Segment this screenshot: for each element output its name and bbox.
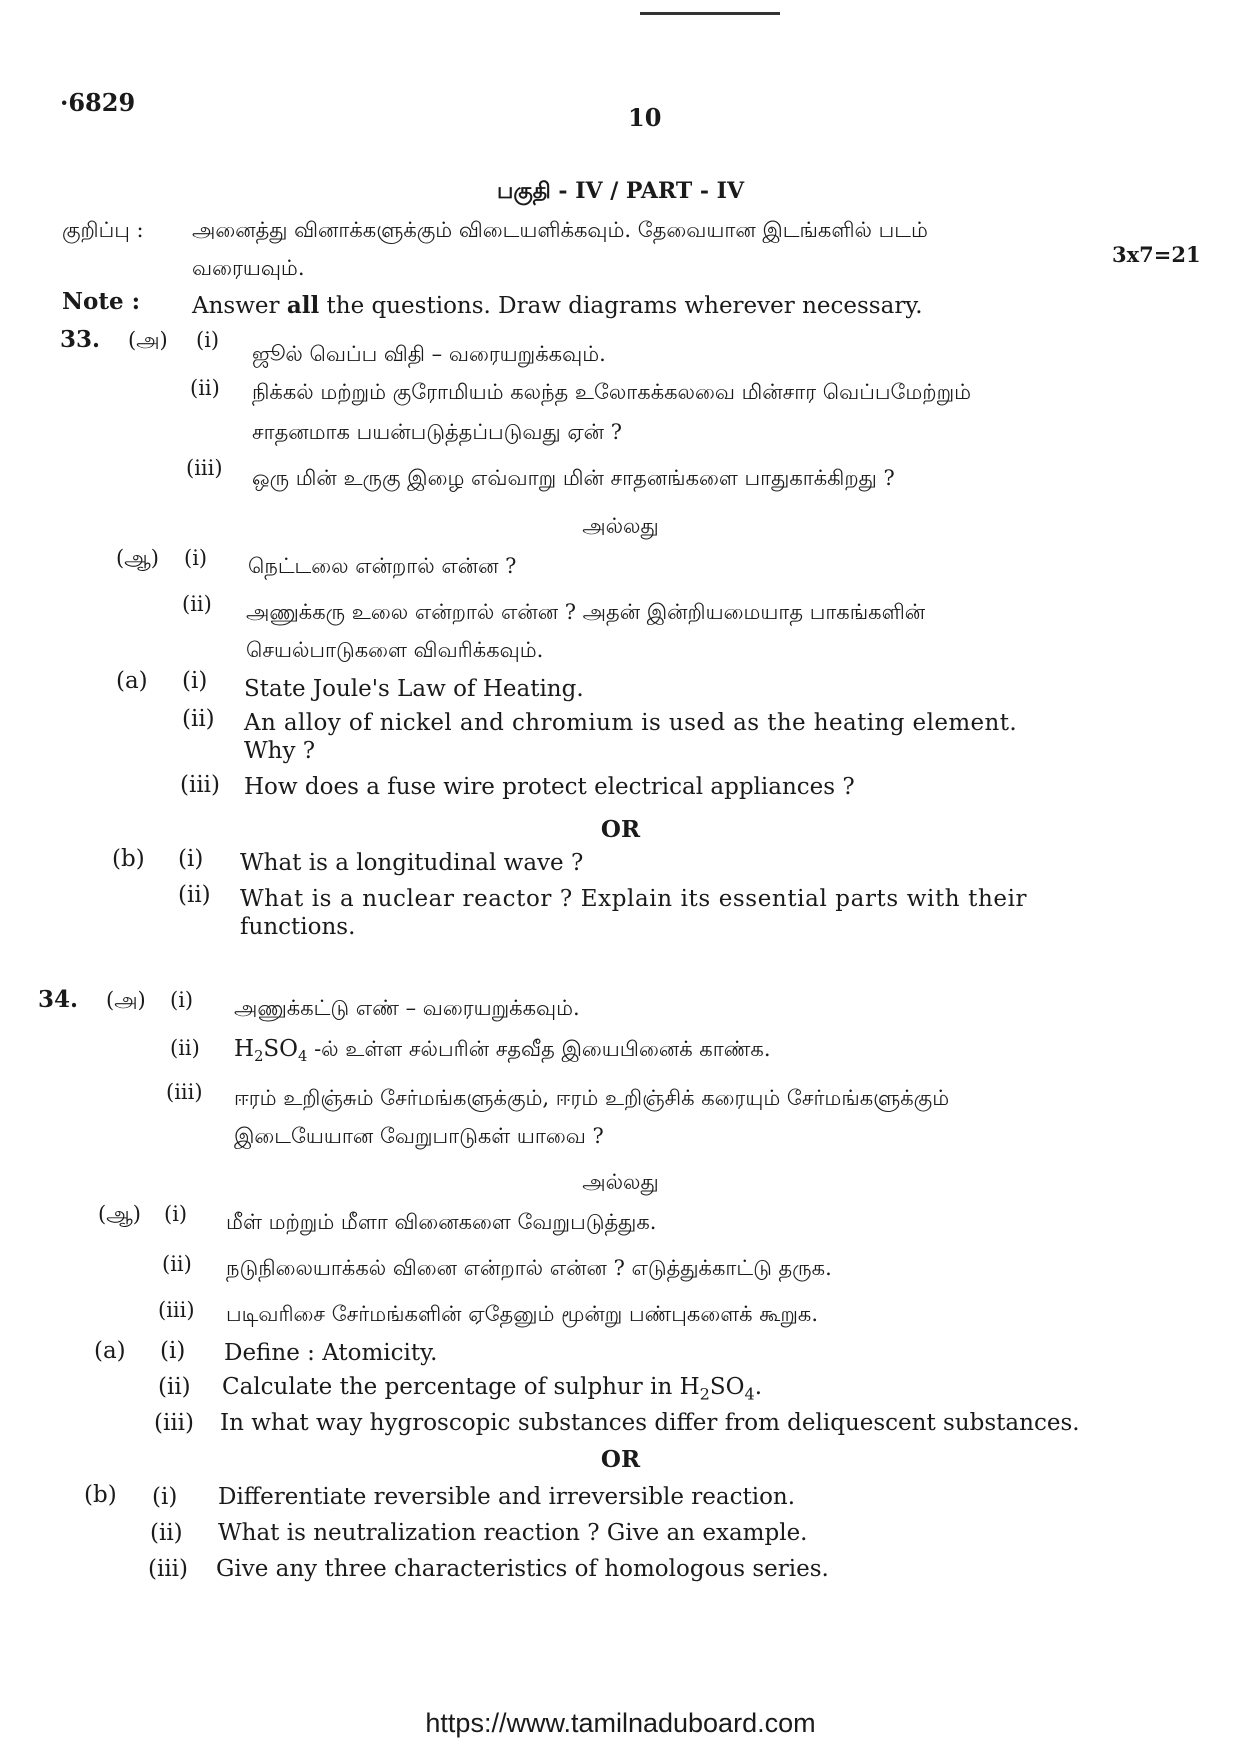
q34-en-a-ii: Calculate the percentage of sulphur in $H_2SO_4$. [222,1374,763,1404]
q34-en-b-i-num: (i) [152,1484,178,1510]
q34-en-b-ii: What is neutralization reaction ? Give an example. [218,1520,808,1546]
q33-en-or: OR [600,816,641,843]
footer-url: https://www.tamilnaduboard.com [425,1708,816,1738]
q34-ta-a-i: அணுக்கட்டு எண் – வரையறுக்கவும். [234,996,580,1020]
q34-en-a-i-num: (i) [160,1338,186,1364]
q33-ta-b-ii-1: அணுக்கரு உலை என்றால் என்ன ? அதன் இன்றியமையாத பாகங்களின் [246,600,926,624]
q33-number: 33. [60,326,101,353]
q34-ta-a-i-num: (i) [170,988,194,1012]
q33-ta-b-i-num: (i) [184,546,208,570]
q34-ta-a-ii-num: (ii) [170,1036,200,1060]
q34-en-b-label: (b) [84,1482,117,1508]
q33-en-a-ii-num: (ii) [182,706,215,732]
q34-ta-a-iii-2: இடையேயான வேறுபாடுகள் யாவை ? [234,1124,604,1148]
q33-en-a-ii-2: Why ? [244,738,316,764]
q33-en-b-ii-2: functions. [240,914,356,940]
q33-ta-or: அல்லது [582,514,659,538]
q34-en-a-iii: In what way hygroscopic substances differ from deliquescent substances. [220,1410,1080,1436]
part-title: பகுதி - IV / PART - IV [496,178,745,204]
q33-en-b-label: (b) [112,846,145,872]
q34-en-b-iii-num: (iii) [148,1556,189,1582]
q34-ta-or: அல்லது [582,1170,659,1194]
tamil-note-label: குறிப்பு : [62,218,144,242]
q34-en-b-iii: Give any three characteristics of homologous series. [216,1556,829,1582]
q34-ta-a-iii-1: ஈரம் உறிஞ்சும் சேர்மங்களுக்கும், ஈரம் உறிஞ்சிக் கரையும் சேர்மங்களுக்கும் [234,1086,950,1110]
q33-ta-b-ii-num: (ii) [182,592,212,616]
q33-en-b-ii-num: (ii) [178,882,211,908]
q34-en-b-i: Differentiate reversible and irreversible reaction. [218,1484,796,1510]
q33-ta-a-ii-2: சாதனமாக பயன்படுத்தப்படுவது ஏன் ? [252,420,622,444]
q33-en-a-i-num: (i) [182,668,208,694]
q34-en-a-iii-num: (iii) [154,1410,195,1436]
note-label: Note : [62,288,141,315]
q33-en-a-iii: How does a fuse wire protect electrical appliances ? [244,774,855,800]
q34-ta-a-label: (அ) [106,988,146,1012]
q33-ta-a-ii-1: நிக்கல் மற்றும் குரோமியம் கலந்த உலோகக்கலவை மின்சார வெப்பமேற்றும் [252,380,972,404]
q34-en-b-ii-num: (ii) [150,1520,183,1546]
q33-en-a-label: (a) [116,668,148,694]
q33-ta-a-i-num: (i) [196,328,220,352]
q34-number: 34. [38,986,79,1013]
q33-en-a-ii-1: An alloy of nickel and chromium is used as the heating element. [244,710,1018,736]
q33-ta-a-i: ஜூல் வெப்ப விதி – வரையறுக்கவும். [252,342,606,366]
q33-en-a-i: State Joule's Law of Heating. [244,676,584,702]
q34-en-a-i: Define : Atomicity. [224,1340,438,1366]
q33-ta-a-ii-num: (ii) [190,376,220,400]
q34-ta-b-ii: நடுநிலையாக்கல் வினை என்றால் என்ன ? எடுத்துக்காட்டு தருக. [226,1256,832,1280]
q34-en-or: OR [600,1446,641,1473]
page-number: 10 [628,103,662,132]
q33-ta-a-iii: ஒரு மின் உருகு இழை எவ்வாறு மின் சாதனங்களை பாதுகாக்கிறது ? [252,466,895,490]
q33-ta-b-label: (ஆ) [116,546,159,570]
q33-en-b-ii-1: What is a nuclear reactor ? Explain its essential parts with their [240,886,1028,912]
q33-ta-b-ii-2: செயல்பாடுகளை விவரிக்கவும். [246,638,544,662]
q33-ta-a-iii-num: (iii) [186,456,223,480]
q34-ta-b-iii-num: (iii) [158,1298,195,1322]
q34-ta-a-ii: $H_2SO_4$ -ல் உள்ள சல்பரின் சதவீத இயைபினைக் காண்க. [234,1036,771,1066]
q34-ta-a-iii-num: (iii) [166,1080,203,1104]
q34-ta-b-ii-num: (ii) [162,1252,192,1276]
q33-ta-b-i: நெட்டலை என்றால் என்ன ? [248,554,517,578]
q34-ta-b-i-num: (i) [164,1202,188,1226]
marks-allocation: 3x7=21 [1112,242,1201,267]
q34-en-a-label: (a) [94,1338,126,1364]
q34-ta-b-i: மீள் மற்றும் மீளா வினைகளை வேறுபடுத்துக. [226,1210,657,1234]
top-rule [640,12,780,15]
q33-en-b-i: What is a longitudinal wave ? [240,850,584,876]
q34-ta-b-iii: படிவரிசை சேர்மங்களின் ஏதேனும் மூன்று பண்புகளைக் கூறுக. [226,1302,818,1326]
q33-ta-a-label: (அ) [128,328,168,352]
tamil-note-line1: அனைத்து வினாக்களுக்கும் விடையளிக்கவும். தேவையான இடங்களில் படம் [192,218,928,242]
tamil-note-line2: வரையவும். [192,256,305,280]
paper-code: ·6829 [60,88,136,117]
q34-ta-b-label: (ஆ) [98,1202,141,1226]
q33-en-b-i-num: (i) [178,846,204,872]
note-text: Answer all the questions. Draw diagrams wherever necessary. [192,292,923,319]
q34-en-a-ii-num: (ii) [158,1374,191,1400]
q33-en-a-iii-num: (iii) [180,772,221,798]
